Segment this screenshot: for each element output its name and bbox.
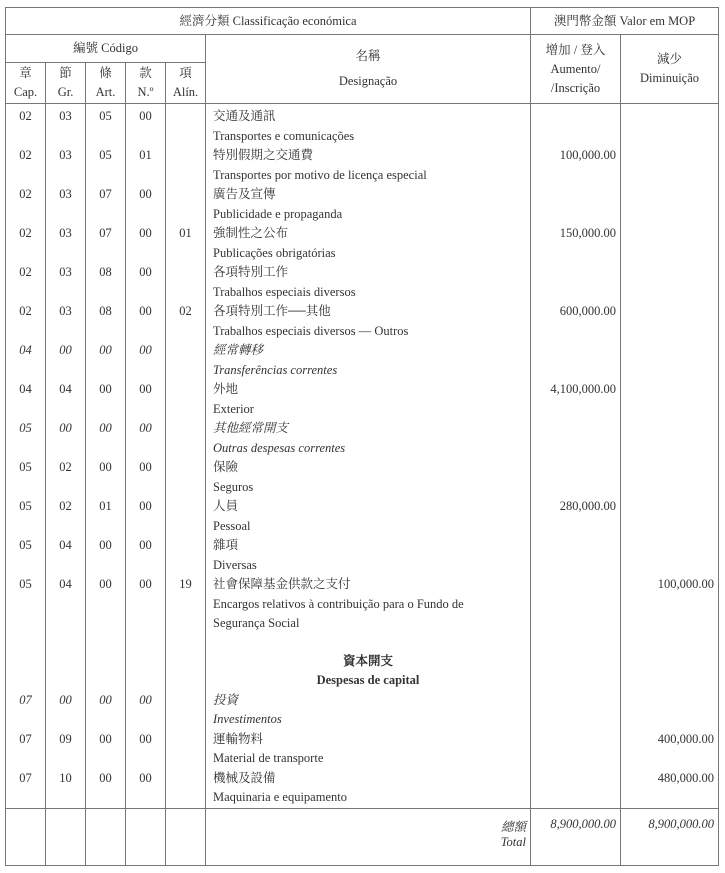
code-cell: 00: [139, 226, 152, 240]
table-row: [6, 380, 719, 419]
designation-line: 特別假期之交通費: [213, 148, 314, 162]
code-cell: 00: [59, 421, 72, 435]
code-cell: 01: [139, 148, 152, 162]
designation-line: 外地: [213, 382, 239, 396]
heading-line: Despesas de capital: [316, 673, 420, 687]
code-cell: 04: [19, 343, 32, 357]
name-pt: Designação: [338, 74, 398, 88]
code-cell: 02: [19, 109, 32, 123]
designation-cell: [206, 419, 531, 458]
table-row: [6, 263, 719, 302]
code-cell: 02: [19, 226, 32, 240]
increase-amount: [531, 536, 620, 556]
total-pt: Total: [500, 834, 526, 849]
table-row: [6, 691, 719, 730]
code-cell: 00: [99, 538, 112, 552]
designation-line: Transferências correntes: [213, 362, 338, 377]
code-cell: 09: [59, 731, 72, 746]
designation-cell: [206, 536, 531, 575]
code-cell: [166, 263, 205, 283]
designation-line: Maquinaria e equipamento: [213, 790, 347, 804]
col-zh: 款: [139, 66, 152, 80]
code-cell: [166, 691, 205, 711]
code-cell: 19: [179, 577, 192, 591]
code-cell: 05: [19, 538, 32, 552]
code-cell: [166, 730, 205, 750]
decrease-amount: [621, 302, 718, 322]
code-cell: 00: [139, 421, 152, 435]
designation-line: Trabalhos especiais diversos — Outros: [213, 323, 409, 338]
increase-amount: [531, 419, 620, 439]
code-cell: 03: [59, 187, 72, 201]
decrease-amount: [621, 419, 718, 439]
designation-line: Publicidade e propaganda: [213, 206, 343, 221]
increase-amount: 600,000.00: [559, 304, 616, 318]
designation-line: 運輸物料: [213, 731, 264, 746]
code-cell: 00: [99, 770, 112, 785]
increase-amount: [531, 458, 620, 478]
increase-amount: 280,000.00: [559, 499, 616, 513]
code-cell: 00: [139, 304, 152, 318]
table-row: [6, 536, 719, 575]
designation-line: Investimentos: [213, 712, 282, 726]
designation-line: Outras despesas correntes: [213, 440, 346, 455]
decrease-amount: [621, 380, 718, 400]
designation-line: Transportes e comunicações: [213, 128, 355, 143]
code-cell: 00: [99, 382, 112, 396]
code-cell: 02: [179, 304, 192, 318]
code-cell: 00: [99, 421, 112, 435]
code-cell: 00: [139, 382, 152, 396]
table-row: [6, 419, 719, 458]
code-cell: 00: [99, 577, 112, 591]
code-cell: [166, 146, 205, 166]
designation-cell: [206, 691, 531, 730]
designation-line: Exterior: [213, 401, 254, 416]
decrease-amount: [621, 263, 718, 283]
code-cell: 00: [99, 692, 112, 707]
total-decrease: 8,900,000.00: [621, 808, 719, 865]
increase-header: [531, 35, 621, 104]
designation-line: Encargos relativos à contribuição para o Fundo de: [213, 596, 464, 611]
designation-line: 各項特別工作──其他: [213, 304, 331, 318]
code-cell: 04: [59, 382, 72, 396]
decrease-amount: [621, 107, 718, 127]
table-row: [6, 769, 719, 809]
code-cell: 05: [19, 460, 32, 474]
table-row: [6, 185, 719, 224]
code-cell: 02: [19, 265, 32, 279]
increase-amount: [531, 341, 620, 361]
total-label: [206, 808, 531, 865]
designation-line: 廣告及宣傳: [213, 187, 276, 201]
increase-amount: 4,100,000.00: [550, 382, 616, 396]
code-cell: 00: [59, 692, 72, 707]
table-row: [6, 458, 719, 497]
code-cell: 01: [99, 499, 112, 513]
code-cell: 02: [19, 187, 32, 201]
designation-line: 機械及設備: [213, 770, 276, 785]
code-cell: 00: [59, 343, 72, 357]
increase-amount: [531, 185, 620, 205]
code-cell: 01: [179, 226, 192, 240]
code-cell: [166, 185, 205, 205]
designation-line: 經常轉移: [213, 343, 264, 357]
designation-line: Diversas: [213, 557, 257, 572]
decrease-amount: [621, 497, 718, 517]
increase-amount: [531, 769, 620, 789]
decrease-zh: 減少: [657, 52, 683, 66]
decrease-amount: [621, 224, 718, 244]
designation-line: Material de transporte: [213, 751, 324, 765]
code-cell: 08: [99, 265, 112, 279]
decrease-pt: Diminuição: [640, 71, 700, 85]
code-cell: [166, 341, 205, 361]
col-pt: Cap.: [13, 85, 38, 99]
designation-line: 各項特別工作: [213, 265, 289, 279]
code-cell: 00: [99, 460, 112, 474]
code-cell: 07: [99, 226, 112, 240]
code-cell: 04: [19, 382, 32, 396]
code-col-header: [6, 63, 46, 104]
code-cell: 05: [99, 109, 112, 123]
code-cell: [166, 107, 205, 127]
code-cell: 02: [59, 499, 72, 513]
designation-line: Trabalhos especiais diversos: [213, 284, 356, 299]
col-pt: N.º: [137, 85, 154, 99]
designation-line: Pessoal: [213, 518, 251, 533]
designation-cell: [206, 575, 531, 634]
designation-line: Transportes por motivo de licença especial: [213, 167, 427, 182]
code-cell: 07: [99, 187, 112, 201]
designation-cell: [206, 146, 531, 185]
code-col-header: [46, 63, 86, 104]
designation-cell: [206, 104, 531, 147]
value-header: 澳門幣金額 Valor em MOP: [531, 8, 719, 35]
col-zh: 條: [99, 66, 112, 80]
code-cell: 10: [59, 770, 72, 785]
code-col-header: [126, 63, 166, 104]
code-cell: [166, 536, 205, 556]
decrease-amount: 400,000.00: [657, 731, 715, 746]
code-col-header: [86, 63, 126, 104]
code-cell: 05: [19, 421, 32, 435]
code-cell: 00: [99, 343, 112, 357]
code-cell: 03: [59, 148, 72, 162]
designation-cell: [206, 730, 531, 769]
designation-cell: [206, 263, 531, 302]
code-cell: 00: [139, 499, 152, 513]
code-cell: [166, 497, 205, 517]
increase-pt2: /Inscrição: [550, 80, 601, 95]
code-header: 編號 Código: [6, 35, 206, 63]
designation-cell: [206, 185, 531, 224]
decrease-amount: [621, 691, 718, 711]
designation-line: 強制性之公布: [213, 226, 289, 240]
code-cell: 00: [139, 343, 152, 357]
code-cell: 00: [139, 265, 152, 279]
code-cell: 04: [59, 538, 72, 552]
increase-amount: 100,000.00: [559, 148, 616, 162]
increase-amount: [531, 575, 620, 595]
designation-line: 社會保障基金供款之支付: [213, 577, 351, 591]
table-row: [6, 497, 719, 536]
col-zh: 章: [19, 66, 32, 80]
code-cell: 00: [139, 577, 152, 591]
table-row: [6, 302, 719, 341]
code-cell: 05: [19, 499, 32, 513]
designation-cell: [206, 497, 531, 536]
designation-cell: [206, 769, 531, 809]
designation-cell: [206, 458, 531, 497]
designation-line: 保險: [213, 460, 239, 474]
table-row: [6, 575, 719, 634]
col-zh: 項: [179, 66, 192, 80]
code-cell: [166, 380, 205, 400]
decrease-header: [621, 35, 719, 104]
designation-line: 交通及通訊: [213, 109, 276, 123]
designation-cell: [206, 341, 531, 380]
increase-zh: 增加 / 登入: [545, 42, 606, 57]
col-pt: Alín.: [172, 85, 199, 99]
decrease-amount: [621, 536, 718, 556]
name-zh: 名稱: [355, 49, 381, 63]
designation-line: 雜項: [213, 538, 239, 552]
code-cell: [166, 458, 205, 478]
code-cell: 07: [19, 731, 32, 746]
table-row: [6, 730, 719, 769]
decrease-amount: [621, 185, 718, 205]
increase-amount: [531, 691, 620, 711]
decrease-amount: 480,000.00: [657, 770, 715, 785]
classification-header: 經濟分類 Classificação económica: [6, 8, 531, 35]
designation-cell: [206, 302, 531, 341]
designation-line: 投資: [213, 692, 239, 707]
col-zh: 節: [59, 66, 72, 80]
code-cell: 03: [59, 304, 72, 318]
code-cell: 08: [99, 304, 112, 318]
increase-pt1: Aumento/: [550, 61, 601, 76]
code-cell: 03: [59, 109, 72, 123]
code-cell: 07: [19, 770, 32, 785]
increase-amount: 150,000.00: [559, 226, 616, 240]
decrease-amount: [621, 341, 718, 361]
increase-amount: [531, 263, 620, 283]
decrease-amount: 100,000.00: [657, 577, 715, 591]
code-cell: 07: [19, 692, 32, 707]
designation-header: [206, 35, 531, 104]
col-pt: Gr.: [57, 85, 74, 99]
decrease-amount: [621, 146, 718, 166]
code-cell: 00: [139, 538, 152, 552]
code-cell: 00: [99, 731, 112, 746]
designation-cell: [206, 380, 531, 419]
code-cell: [166, 769, 205, 789]
code-cell: 02: [19, 304, 32, 318]
code-cell: 00: [139, 692, 152, 707]
table-row: [6, 341, 719, 380]
code-cell: 04: [59, 577, 72, 591]
total-row: [6, 808, 719, 865]
code-cell: 05: [19, 577, 32, 591]
code-cell: [166, 419, 205, 439]
code-cell: 00: [139, 460, 152, 474]
code-col-header: [166, 63, 206, 104]
code-cell: 00: [139, 770, 152, 785]
decrease-amount: [621, 458, 718, 478]
designation-line: Seguros: [213, 479, 254, 494]
table-row: [6, 224, 719, 263]
designation-line: Publicações obrigatórias: [213, 245, 336, 260]
designation-line: Segurança Social: [213, 616, 300, 630]
designation-line: 其他經常開支: [213, 421, 289, 435]
code-cell: 03: [59, 226, 72, 240]
code-cell: 02: [19, 148, 32, 162]
code-cell: 00: [139, 731, 152, 746]
code-cell: 05: [99, 148, 112, 162]
total-increase: 8,900,000.00: [531, 808, 621, 865]
col-pt: Art.: [95, 85, 116, 99]
designation-cell: [206, 224, 531, 263]
increase-amount: [531, 730, 620, 750]
table-row: [6, 634, 719, 691]
section-heading: [206, 634, 531, 691]
table-row: [6, 146, 719, 185]
code-cell: 00: [139, 109, 152, 123]
heading-line: 資本開支: [342, 653, 393, 668]
designation-line: 人員: [213, 499, 239, 513]
code-cell: 00: [139, 187, 152, 201]
table-row: [6, 104, 719, 147]
code-cell: 03: [59, 265, 72, 279]
code-cell: 02: [59, 460, 72, 474]
increase-amount: [531, 107, 620, 127]
total-zh: 總額: [500, 819, 526, 834]
budget-table: [5, 7, 719, 866]
